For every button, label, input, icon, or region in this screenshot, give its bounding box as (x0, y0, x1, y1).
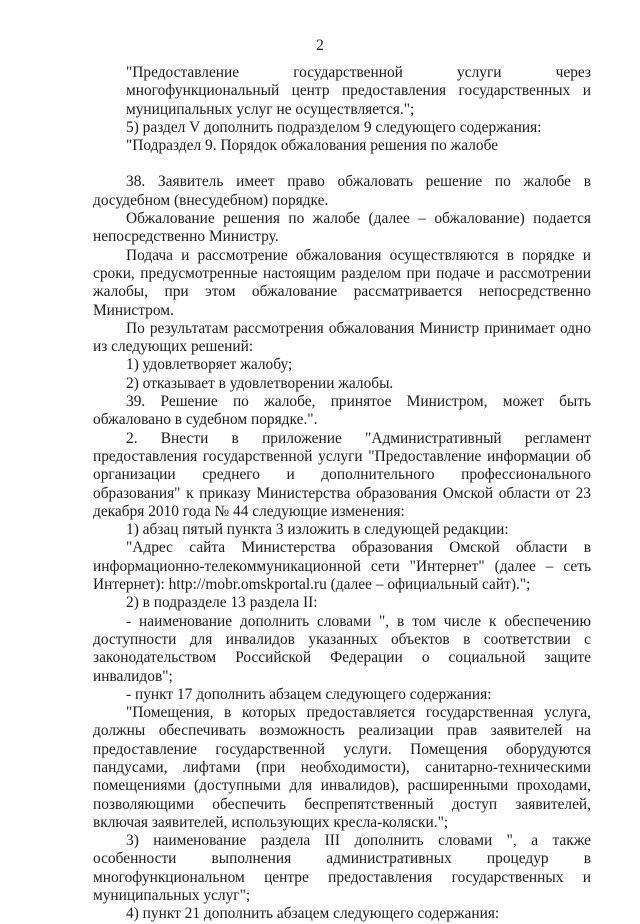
paragraph-change-2: 2) в подразделе 13 раздела II: (126, 594, 318, 612)
paragraph-appeal-procedure: Подача и рассмотрение обжалования осуществляются в порядке и сроки, предусмотренные настоящим разделом при подаче и рассмотрении жалобы, при этом обжалование рассматривается непосредственно Министром. (93, 246, 591, 319)
paragraph-appeal-definition: Обжалование решения по жалобе (далее – обжалование) подается непосредственно Министру. (93, 210, 591, 246)
paragraph-change-1: 1) абзац пятый пункта 3 изложить в следующей редакции: (126, 521, 509, 539)
paragraph-name-addition: - наименование дополнить словами ", в том числе к обеспечению доступности для инвалидов указанных объектов в соответствии с законодательством Российской Федерации о социальной защите инвалидов"; (93, 612, 591, 685)
paragraph-point-17: - пункт 17 дополнить абзацем следующего содержания: (126, 685, 492, 703)
paragraph-mfc-note: "Предоставление государственной услуги через многофункциональный центр предоставления государственных и муниципальных услуг не осуществляется."; (126, 64, 591, 118)
blank-line (93, 155, 591, 173)
paragraph-decisions-intro: По результатам рассмотрения обжалования Министр принимает одно из следующих решений: (93, 319, 591, 356)
subsection-title: "Подраздел 9. Порядок обжалования решения по жалобе (126, 137, 499, 155)
paragraph-38: 38. Заявитель имеет право обжаловать решение по жалобе в досудебном (внесудебном) порядке. (93, 173, 591, 209)
paragraph-website-address: "Адрес сайта Министерства образования Омской области в информационно-телекоммуникационной сети "Интернет" (далее – сеть Интернет): http://mobr.omskportal.ru (далее – официальный сайт)."; (93, 539, 591, 594)
page-number: 2 (316, 37, 324, 54)
paragraph-point-2: 2. Внести в приложение "Административный регламент предоставления государственной услуги "Предоставление информации об организации среднего и дополнительного профессионального образования" к приказу Министерства образования Омской области от 23 декабря 2010 года № 44 следующие изменения: (93, 429, 591, 520)
paragraph-change-3: 3) наименование раздела III дополнить словами ", а также особенности выполнения административных процедур в многофункциональном центре предоставления государственных и муниципальных услуг"; (93, 832, 591, 905)
paragraph-change-4: 4) пункт 21 дополнить абзацем следующего содержания: (126, 905, 500, 923)
document-body (93, 64, 591, 924)
paragraph-decision-2: 2) отказывает в удовлетворении жалобы. (126, 374, 394, 392)
paragraph-39: 39. Решение по жалобе, принятое Министром, может быть обжаловано в судебном порядке.". (93, 393, 591, 429)
paragraph-decision-1: 1) удовлетворяет жалобу; (126, 356, 293, 374)
paragraph-item-5: 5) раздел V дополнить подразделом 9 следующего содержания: (126, 118, 542, 136)
paragraph-premises: "Помещения, в которых предоставляется государственная услуга, должны обеспечивать возможность реализации прав заявителей на предоставление государственной услуги. Помещения оборудуются пандусами, лифтами (при необходимости), санитарно-техническими помещениями (доступными для инвалидов), расширенными проходами, позволяющими обеспечить беспрепятственный доступ заявителей, включая заявителей, использующих кресла-коляски."; (93, 704, 591, 831)
